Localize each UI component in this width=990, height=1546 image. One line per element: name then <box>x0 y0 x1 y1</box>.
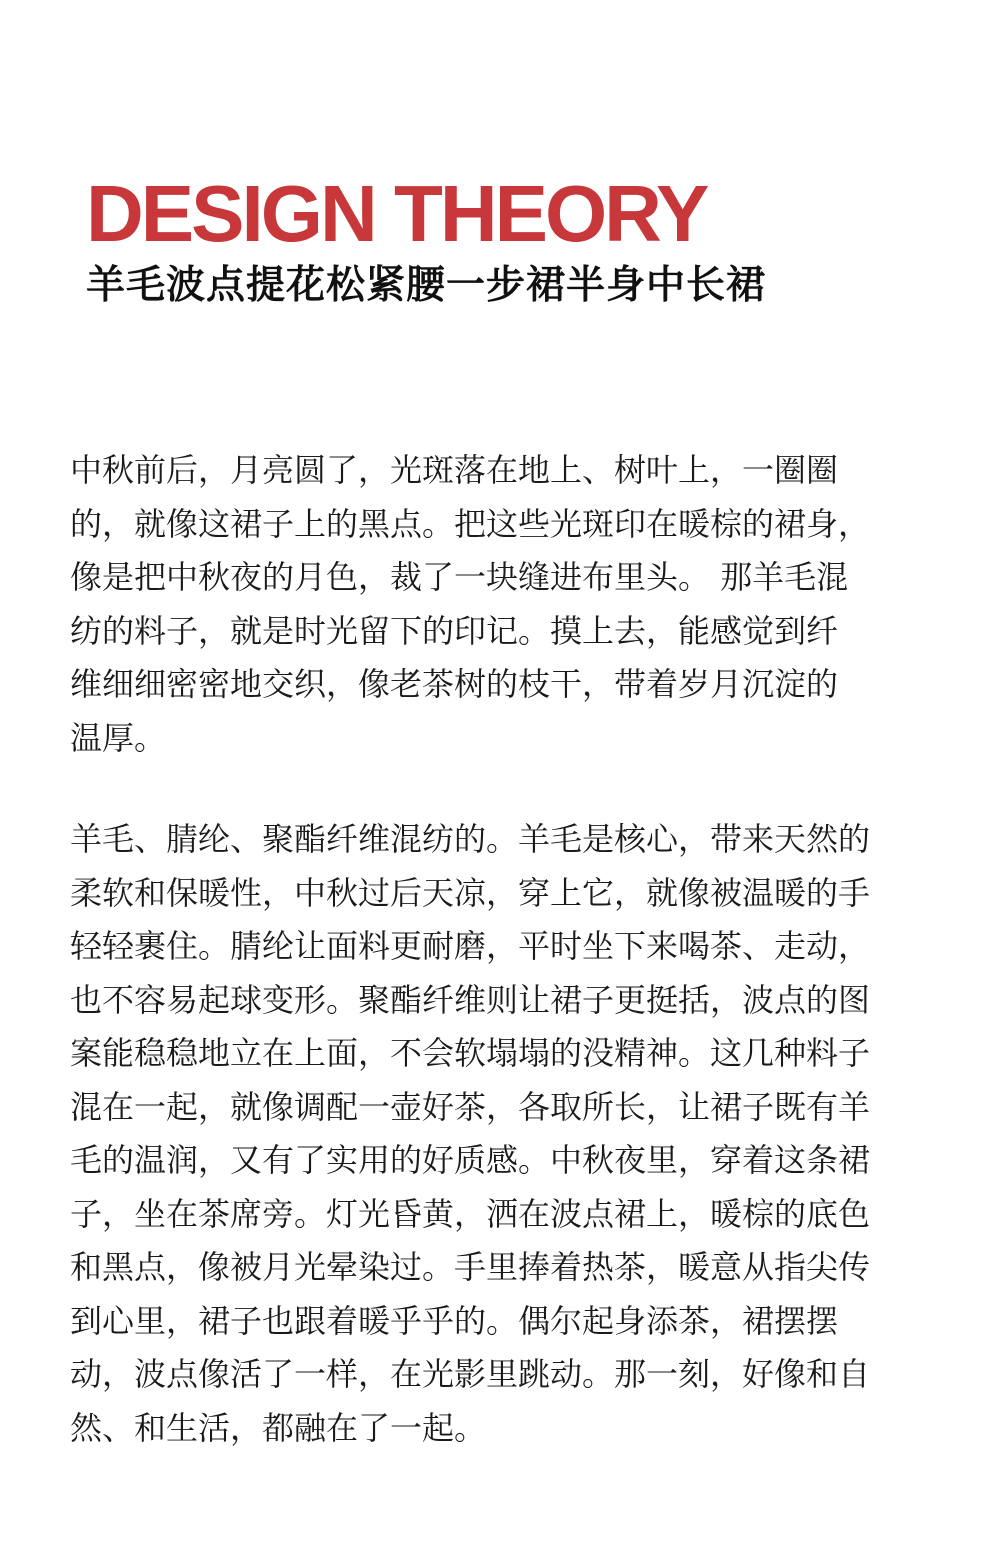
paragraph-line: 和黑点，像被月光晕染过。手里捧着热茶，暖意从指尖传 <box>70 1248 871 1286</box>
paragraph-line: 的，就像这裙子上的黑点。把这些光斑印在暖棕的裙身， <box>70 504 871 543</box>
paragraph-line: 动，波点像活了一样，在光影里跳动。那一刻，好像和自 <box>70 1355 871 1393</box>
paragraph-line: 纺的料子，就是时光留下的印记。摸上去，能感觉到纤 <box>70 611 839 650</box>
header <box>86 169 926 312</box>
paragraph-line: 然、和生活，都融在了一起。 <box>70 1408 487 1447</box>
paragraph-line: 羊毛、腈纶、聚酯纤维混纺的。羊毛是核心，带来天然的 <box>70 820 871 858</box>
paragraph-line: 混在一起，就像调配一壶好茶，各取所长，让裙子既有羊 <box>70 1087 871 1126</box>
paragraph-line: 像是把中秋夜的月色，裁了一块缝进布里头。 那羊毛混 <box>70 558 849 596</box>
title-chinese: 羊毛波点提花松紧腰一步裙半身中长裙 <box>86 263 767 308</box>
paragraph-line: 温厚。 <box>70 718 167 757</box>
paragraph-line: 到心里，裙子也跟着暖乎乎的。偶尔起身添茶，裙摆摆 <box>70 1301 839 1340</box>
paragraph-line: 维细细密密地交织，像老茶树的枝干，带着岁月沉淀的 <box>70 665 839 703</box>
title-english: DESIGN THEORY <box>86 169 707 258</box>
paragraph-fabric <box>70 813 922 1455</box>
paragraph-line: 子，坐在茶席旁。灯光昏黄，洒在波点裙上，暖棕的底色 <box>70 1194 871 1233</box>
paragraph-line: 中秋前后，月亮圆了，光斑落在地上、树叶上，一圈圈 <box>70 451 839 489</box>
paragraph-line: 柔软和保暖性，中秋过后天凉，穿上它，就像被温暖的手 <box>70 873 871 912</box>
paragraph-line: 也不容易起球变形。聚酯纤维则让裙子更挺括，波点的图 <box>70 980 871 1019</box>
paragraph-line: 毛的温润，又有了实用的好质感。中秋夜里，穿着这条裙 <box>70 1141 871 1179</box>
paragraph-line: 轻轻裹住。腈纶让面料更耐磨，平时坐下来喝茶、走动， <box>70 927 871 965</box>
paragraph-line: 案能稳稳地立在上面，不会软塌塌的没精神。这几种料子 <box>70 1034 871 1072</box>
paragraph-intro <box>70 444 890 765</box>
